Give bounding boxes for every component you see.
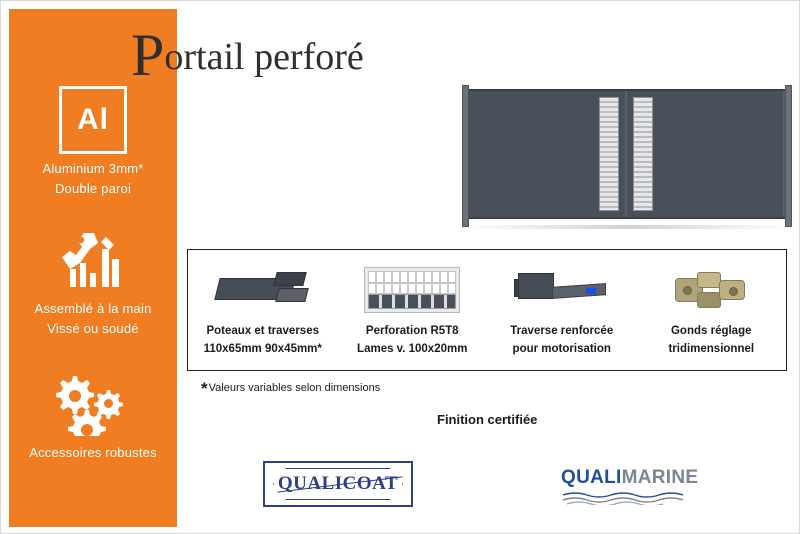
feature-perforation xyxy=(338,250,488,370)
features-box xyxy=(187,249,787,371)
feature-perforation-line-1: Perforation R5T8 xyxy=(365,325,459,337)
sidebar-assembly-line-2: Vissé ou soudé xyxy=(47,321,139,336)
feature-hinges-line-1: Gonds réglage xyxy=(670,325,752,337)
gears-icon xyxy=(9,365,177,443)
sidebar-assembly-line-1: Assemblé à la main xyxy=(34,301,152,316)
qualimarine-logo-text-part1: QUALI xyxy=(561,467,622,488)
footnote-asterisk: * xyxy=(201,379,208,398)
aluminium-box-icon xyxy=(9,81,177,159)
feature-posts-line-1: Poteaux et traverses xyxy=(206,325,319,337)
feature-posts-line-2: 110x65mm 90x45mm* xyxy=(203,343,322,355)
qualicoat-logo xyxy=(263,461,413,507)
gate-post-right xyxy=(785,85,792,227)
aluminium-symbol-label: Al xyxy=(59,86,127,154)
gate-shadow xyxy=(459,225,795,229)
page-title-initial: P xyxy=(131,22,165,88)
footnote-text: Valeurs variables selon dimensions xyxy=(208,382,381,394)
wrench-tools-icon xyxy=(9,221,177,299)
feature-perforation-line-2: Lames v. 100x20mm xyxy=(357,343,468,355)
gate-leaf-right xyxy=(627,91,785,217)
feature-hinges xyxy=(637,250,787,370)
motorisation-traverse-icon xyxy=(487,258,637,322)
page-title-rest: ortail perforé xyxy=(164,36,364,78)
qualimarine-logo-text xyxy=(561,467,721,489)
certification-heading: Finition certifiée xyxy=(437,412,538,427)
qualimarine-logo-text-part2: MARINE xyxy=(621,467,699,488)
sidebar-block-assembly xyxy=(9,221,177,339)
feature-motorisation-line-1: Traverse renforcée xyxy=(510,325,614,337)
hinge-icon xyxy=(637,258,787,322)
feature-motorisation xyxy=(487,250,637,370)
perforation-panel-icon xyxy=(338,258,488,322)
feature-motorisation-line-2: pour motorisation xyxy=(512,343,611,355)
sidebar-block-accessories xyxy=(9,365,177,463)
page-title xyxy=(131,22,364,88)
footnote xyxy=(201,379,380,399)
gate-leaf-left xyxy=(469,91,627,217)
gate-body xyxy=(467,89,787,219)
qualimarine-waves-icon xyxy=(561,491,721,505)
sidebar-accessories-line-1: Accessoires robustes xyxy=(29,445,157,460)
sidebar-aluminium-line-2: Double paroi xyxy=(54,181,132,196)
sidebar-block-aluminium xyxy=(9,81,177,199)
gate-illustration xyxy=(467,89,787,219)
gate-perforated-strip-left xyxy=(599,97,619,211)
gate-post-left xyxy=(462,85,469,227)
qualimarine-logo xyxy=(561,467,721,507)
profile-post-icon xyxy=(188,258,338,322)
feature-posts-and-rails xyxy=(188,250,338,370)
qualicoat-logo-text: QUALICOAT xyxy=(277,473,399,494)
gate-perforated-strip-right xyxy=(633,97,653,211)
sidebar-aluminium-line-1: Aluminium 3mm* xyxy=(42,161,144,176)
feature-hinges-line-2: tridimensionnel xyxy=(668,343,755,355)
